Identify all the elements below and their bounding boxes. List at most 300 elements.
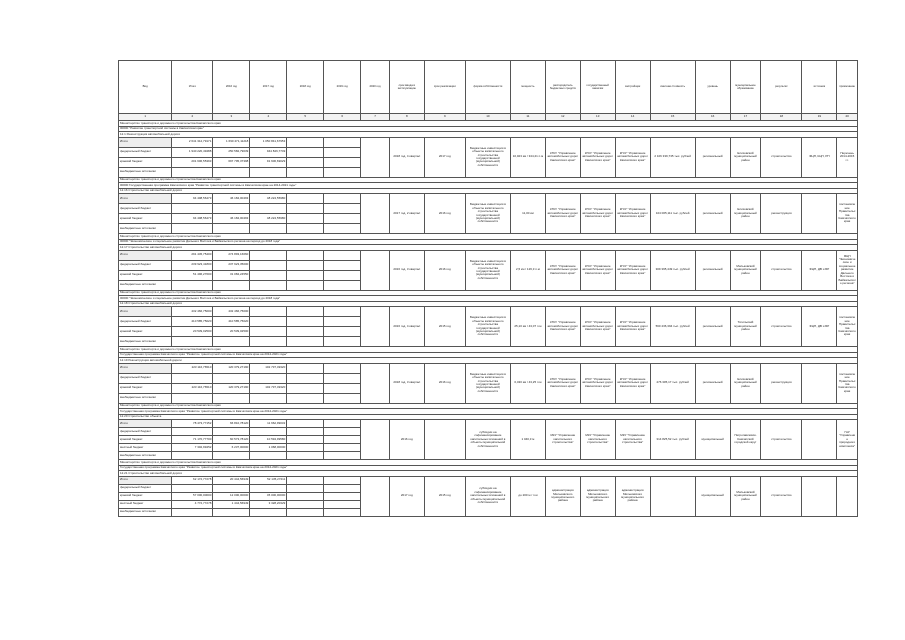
object-title: 12.18 Строительство автомобильной дороги <box>119 301 858 307</box>
budget-manager: КГКУ "Управление автомобильных дорог Камчатского края" <box>545 250 580 290</box>
builder: МКУ "Управление капитального строительства" <box>615 420 650 460</box>
header-cell: Итого <box>172 61 213 114</box>
finance-total: 20 539,02500 <box>172 327 213 337</box>
builder: КГКУ "Управление автомобильных дорог Камчатского края" <box>615 307 650 347</box>
source: ФЦП, КЦП, РП <box>802 137 837 177</box>
finance-2017: 91 606,69029 <box>250 157 287 167</box>
finance-2018 <box>287 250 324 260</box>
municipality: Мильковский муниципальный район <box>730 250 761 290</box>
object-title: 12.19 Реконструкция автомобильной дороги <box>119 358 858 364</box>
capacity: 10,023 км / 344,21 п.м <box>510 137 545 177</box>
source: ФЦП, ДВ и БР <box>802 307 837 347</box>
finance-2016 <box>213 224 250 234</box>
capacity: до 200 м / п.м <box>510 476 545 516</box>
commission-date: 2018 год, 3 квартал <box>389 363 424 403</box>
finance-kind: Итого <box>119 194 172 204</box>
state-customer: КГКУ "Управление автомобильных дорог Камчатского края" <box>580 137 615 177</box>
source: ФЦП, ДВ и БР <box>802 250 837 290</box>
source <box>802 420 837 460</box>
header-cell: срок реализации <box>424 61 465 114</box>
finance-2019 <box>324 157 361 167</box>
finance-kind: краевой бюджет <box>119 383 172 393</box>
finance-2016 <box>213 393 250 403</box>
column-number-cell: 11 <box>510 114 545 121</box>
level: региональный <box>695 250 730 290</box>
estimated-cost: 309 395,449 тыс. рублей <box>650 250 695 290</box>
finance-kind: краевой бюджет <box>119 327 172 337</box>
finance-total: 291 445,75400 <box>172 250 213 260</box>
finance-2018 <box>287 214 324 224</box>
municipality: Петропавловск-Камчатский городской округ <box>730 420 761 460</box>
finance-kind: внебюджетные источники <box>119 167 172 177</box>
finance-2017: 45 000,00000 <box>250 492 287 500</box>
header-cell: сметная стоимость <box>650 61 695 114</box>
finance-2019 <box>324 224 361 234</box>
state-customer: КГКУ "Управление автомобильных дорог Камчатского края" <box>580 363 615 403</box>
finance-2019 <box>324 420 361 428</box>
finance-total: 7 302,99452 <box>172 444 213 452</box>
column-number-cell: 16 <box>695 114 730 121</box>
estimated-cost <box>650 476 695 516</box>
period: 2015 год <box>424 307 465 347</box>
finance-2019 <box>324 383 361 393</box>
object-title: 12.17 Строительство автомобильной дороги <box>119 245 858 251</box>
finance-total <box>172 167 213 177</box>
finance-2019 <box>324 194 361 204</box>
column-number-cell: 1 <box>119 114 172 121</box>
finance-row <box>119 194 858 204</box>
finance-2018 <box>287 194 324 204</box>
state-customer: КГКУ "Управление автомобильных дорог Камчатского края" <box>580 307 615 347</box>
header-cell: 2020 год <box>361 61 390 114</box>
state-customer: администрация Мильковского муниципального района <box>580 476 615 516</box>
state-customer: МКУ "Управление капитального строительства" <box>580 420 615 460</box>
finance-2019 <box>324 484 361 492</box>
finance-2016: 250 582,79039 <box>213 147 250 157</box>
finance-2017: 48 224,55980 <box>250 214 287 224</box>
finance-2018 <box>287 317 324 327</box>
finance-kind: внебюджетные источники <box>119 224 172 234</box>
finance-2018 <box>287 500 324 508</box>
budget-manager: КГКУ "Управление автомобильных дорог Камчатского края" <box>545 363 580 403</box>
budget-manager: КГКУ "Управление автомобильных дорог Камчатского края" <box>545 137 580 177</box>
program-title: Государственная программа Камчатского края "Развитие транспортной системы в Камчатском крае на 2014-2021 годы" <box>119 465 858 471</box>
finance-total <box>172 484 213 492</box>
finance-2017 <box>250 393 287 403</box>
column-number-cell: 12 <box>545 114 580 121</box>
period: 2016 год <box>424 250 465 290</box>
finance-row <box>119 363 858 373</box>
finance-2018 <box>287 363 324 373</box>
finance-kind: федеральный бюджет <box>119 204 172 214</box>
finance-2016: 66 810,78120 <box>213 420 250 428</box>
header-cell: источник <box>802 61 837 114</box>
column-number-cell: 14 <box>615 114 650 121</box>
finance-2017 <box>250 204 287 214</box>
finance-total <box>172 452 213 460</box>
builder: администрация Мильковского муниципального района <box>615 476 650 516</box>
finance-2019 <box>324 492 361 500</box>
finance-total: 51 496,27600 <box>172 270 213 280</box>
finance-2017: 102 737,49320 <box>250 383 287 393</box>
state-customer: КГКУ "Управление автомобильных дорог Камчатского края" <box>580 250 615 290</box>
estimated-cost: 314 825,52 тыс. рублей <box>650 420 695 460</box>
finance-2017: 10 594,99580 <box>250 436 287 444</box>
finance-2016: 120 379,27190 <box>213 363 250 373</box>
period: 2015 год <box>424 476 465 516</box>
finance-total <box>172 428 213 436</box>
finance-2018 <box>287 383 324 393</box>
finance-2019 <box>324 500 361 508</box>
object-title: 12.16 Строительство автомобильной дороги <box>119 188 858 194</box>
finance-kind: местный бюджет <box>119 444 172 452</box>
header-row <box>119 61 858 114</box>
header-cell: 2017 год <box>250 61 287 114</box>
column-number-cell: 3 <box>213 114 250 121</box>
header-cell: распорядитель бюджетных средств <box>545 61 580 114</box>
finance-kind: федеральный бюджет <box>119 428 172 436</box>
program-title: 00000 "Экономическое и социальное развитие Дальнего Востока и Байкальского региона на период до 2018 года" <box>119 239 858 245</box>
estimated-cost: 104 005,111 тыс. рублей <box>650 194 695 234</box>
finance-2017: 48 224,55980 <box>250 194 287 204</box>
finance-2018 <box>287 476 324 484</box>
finance-total <box>172 280 213 290</box>
finance-total: 410 585,75020 <box>172 317 213 327</box>
ownership-form: Бюджетные инвестиции в объекты капитального строительства государственной (муниципальной) собственности <box>465 137 510 177</box>
period: 2016 год <box>424 363 465 403</box>
municipality: Елизовский муниципальный район <box>730 363 761 403</box>
program-title: 00000 "Развитие транспортной системы в Камчатском крае" <box>119 126 858 132</box>
finance-2016 <box>213 508 250 516</box>
builder: КГКУ "Управление автомобильных дорог Камчатского края" <box>615 137 650 177</box>
finance-2016: 46 184,00493 <box>213 194 250 204</box>
finance-2016: 6 237,00000 <box>213 444 250 452</box>
finance-2016: 410 585,75020 <box>213 317 250 327</box>
header-cell: 2016 год <box>213 61 250 114</box>
object-title: 12.20 Строительство объекта <box>119 414 858 420</box>
section-title: Министерство транспорта и дорожного строительства Камчатского края <box>119 290 858 296</box>
program-title: Государственная программа Камчатского края "Развитие транспортной системы в Камчатском крае на 2014-2021 годы" <box>119 352 858 358</box>
level: региональный <box>695 307 730 347</box>
finance-kind: Итого <box>119 363 172 373</box>
municipality: Мильковский муниципальный район <box>730 476 761 516</box>
finance-2016 <box>213 337 250 347</box>
finance-2016: 46 184,00493 <box>213 214 250 224</box>
finance-2018 <box>287 167 324 177</box>
finance-2019 <box>324 280 361 290</box>
note: постановление Правительства Камчатского края <box>837 194 858 234</box>
finance-kind: краевой бюджет <box>119 436 172 444</box>
finance-2019 <box>324 436 361 444</box>
source <box>802 476 837 516</box>
finance-2016 <box>213 280 250 290</box>
finance-total: 223 116,76510 <box>172 363 213 373</box>
header-cell: государственный заказчик <box>580 61 615 114</box>
note: Перечень 2014-2015 г.г. <box>837 137 858 177</box>
finance-2019 <box>324 327 361 337</box>
program-title: Государственная программа Камчатского края "Развитие транспортной системы в Камчатском крае на 2014-2021 годы" <box>119 409 858 415</box>
level: муниципальный <box>695 420 730 460</box>
column-number-cell: 2 <box>172 114 213 121</box>
finance-kind: краевой бюджет <box>119 492 172 500</box>
commission-date: 2018 год, 4 квартал <box>389 137 424 177</box>
finance-2016: 12 000,00000 <box>213 492 250 500</box>
finance-2019 <box>324 214 361 224</box>
finance-2019 <box>324 393 361 403</box>
finance-row <box>119 476 858 484</box>
result: реконструкция <box>761 363 802 403</box>
column-number-cell: 8 <box>389 114 424 121</box>
finance-total <box>172 508 213 516</box>
finance-2017 <box>250 327 287 337</box>
estimated-cost: 476 305,17 тыс. рублей <box>650 363 695 403</box>
section-title: Министерство транспорта и дорожного строительства Камчатского края <box>119 177 858 183</box>
finance-2019 <box>324 337 361 347</box>
note: ГАУ "Управление природного комплекса" <box>837 420 858 460</box>
result: строительство <box>761 307 802 347</box>
finance-2019 <box>324 147 361 157</box>
finance-2019 <box>324 476 361 484</box>
finance-2017 <box>250 428 287 436</box>
finance-2018 <box>287 444 324 452</box>
finance-2016: 60 573,78120 <box>213 436 250 444</box>
finance-total: 62 172,77278 <box>172 476 213 484</box>
finance-2018 <box>287 508 324 516</box>
finance-kind: краевой бюджет <box>119 157 172 167</box>
finance-kind: федеральный бюджет <box>119 317 172 327</box>
finance-2016 <box>213 452 250 460</box>
finance-kind: федеральный бюджет <box>119 147 172 157</box>
capacity: 11,00 км <box>510 194 545 234</box>
level: региональный <box>695 137 730 177</box>
finance-row <box>119 137 858 147</box>
finance-total <box>172 373 213 383</box>
header-cell: уровень <box>695 61 730 114</box>
finance-2016: 697 795,37398 <box>213 157 250 167</box>
source <box>802 194 837 234</box>
estimated-cost: 2 106 339,735 тыс. рублей <box>650 137 695 177</box>
commission-date: 2016 год, 4 квартал <box>389 307 424 347</box>
finance-2020 <box>361 307 390 347</box>
finance-kind: внебюджетные источники <box>119 393 172 403</box>
finance-2020 <box>361 420 390 460</box>
finance-kind: Итого <box>119 420 172 428</box>
finance-kind: внебюджетные источники <box>119 508 172 516</box>
finance-2019 <box>324 373 361 383</box>
column-number-cell: 10 <box>465 114 510 121</box>
finance-2020 <box>361 250 390 290</box>
header-cell: 2019 год <box>324 61 361 114</box>
column-number-cell: 20 <box>837 114 858 121</box>
investment-table <box>118 60 858 517</box>
finance-2016 <box>213 167 250 177</box>
finance-2018 <box>287 337 324 347</box>
ownership-form: Бюджетные инвестиции в объекты капитального строительства государственной (муниципальной) собственности <box>465 194 510 234</box>
column-number-row <box>119 114 858 121</box>
finance-2019 <box>324 363 361 373</box>
spreadsheet <box>118 60 858 607</box>
finance-2018 <box>287 280 324 290</box>
finance-2017 <box>250 270 287 280</box>
finance-kind: Итого <box>119 137 172 147</box>
finance-2019 <box>324 444 361 452</box>
finance-2018 <box>287 307 324 317</box>
header-cell: Вид <box>119 61 172 114</box>
finance-2017 <box>250 452 287 460</box>
ownership-form: Бюджетные инвестиции в объекты капитального строительства государственной (муниципальной) собственности <box>465 250 510 290</box>
finance-2016: 237 923,35000 <box>213 260 250 270</box>
source <box>802 363 837 403</box>
section-title: Министерство транспорта и дорожного строительства Камчатского края <box>119 403 858 409</box>
finance-2017: 52 135,27211 <box>250 476 287 484</box>
finance-2020 <box>361 194 390 234</box>
column-number-cell: 15 <box>650 114 695 121</box>
period: 2017 год <box>424 137 465 177</box>
finance-2020 <box>361 137 390 177</box>
finance-row <box>119 420 858 428</box>
section-title: Министерство транспорта и дорожного строительства Камчатского края <box>119 347 858 353</box>
finance-row <box>119 307 858 317</box>
commission-date: 2016 год <box>389 420 424 460</box>
finance-kind: краевой бюджет <box>119 214 172 224</box>
level: региональный <box>695 363 730 403</box>
finance-2018 <box>287 270 324 280</box>
result: строительство <box>761 137 802 177</box>
municipality: Елизовский муниципальный район <box>730 194 761 234</box>
finance-2018 <box>287 260 324 270</box>
finance-2018 <box>287 224 324 234</box>
builder: КГКУ "Управление автомобильных дорог Камчатского края" <box>615 194 650 234</box>
header-cell: срок ввода в эксплуатацию <box>389 61 424 114</box>
finance-kind: внебюджетные источники <box>119 280 172 290</box>
finance-2016: 31 084,24550 <box>213 270 250 280</box>
finance-2019 <box>324 317 361 327</box>
finance-2017 <box>250 280 287 290</box>
finance-2017 <box>250 224 287 234</box>
object-title: 12.1 Реконструкция автомобильной дороги <box>119 132 858 138</box>
finance-2018 <box>287 484 324 492</box>
column-number-cell: 4 <box>250 114 287 121</box>
note <box>837 476 858 516</box>
ownership-form: Бюджетные инвестиции в объекты капитального строительства государственной (муниципальной) собственности <box>465 363 510 403</box>
finance-2017 <box>250 167 287 177</box>
finance-2016 <box>213 373 250 383</box>
estimated-cost: 560 436,394 тыс. рублей <box>650 307 695 347</box>
finance-total: 71 170,77700 <box>172 436 213 444</box>
budget-manager: администрация Мильковского муниципального района <box>545 476 580 516</box>
finance-total: 4 772,77278 <box>172 500 213 508</box>
finance-2018 <box>287 204 324 214</box>
result: строительство <box>761 476 802 516</box>
finance-total: 94 408,56473 <box>172 214 213 224</box>
finance-2019 <box>324 508 361 516</box>
state-customer: КГКУ "Управление автомобильных дорог Камчатского края" <box>580 194 615 234</box>
period <box>424 420 465 460</box>
finance-2017 <box>250 250 287 260</box>
finance-2017: 1 068,00000 <box>250 444 287 452</box>
finance-2018 <box>287 157 324 167</box>
budget-manager: КГКУ "Управление автомобильных дорог Камчатского края" <box>545 307 580 347</box>
finance-kind: местный бюджет <box>119 500 172 508</box>
finance-2016: 1 690 471,11218 <box>213 137 250 147</box>
header-cell: застройщик <box>615 61 650 114</box>
section-title: Министерство транспорта и дорожного строительства Камчатского края <box>119 121 858 127</box>
municipality: Елизовский муниципальный район <box>730 137 761 177</box>
finance-2016 <box>213 204 250 214</box>
finance-2017 <box>250 508 287 516</box>
note: постановление Правительства Камчатского края <box>837 307 858 347</box>
finance-kind: внебюджетные источники <box>119 337 172 347</box>
finance-2020 <box>361 476 390 516</box>
finance-2017: 1 050 841,67953 <box>250 137 287 147</box>
finance-2019 <box>324 428 361 436</box>
finance-2016: 20 539,02500 <box>213 327 250 337</box>
finance-2020 <box>361 363 390 403</box>
capacity: 0,430 км / 43,25 п.м <box>510 363 545 403</box>
finance-2017 <box>250 337 287 347</box>
finance-2018 <box>287 137 324 147</box>
finance-2019 <box>324 270 361 280</box>
capacity: 25,10 км / 43,07 п.м <box>510 307 545 347</box>
finance-2019 <box>324 452 361 460</box>
finance-2017 <box>250 307 287 317</box>
capacity: 1 040,3 м <box>510 420 545 460</box>
note: постановление Правительства Камчатского края <box>837 363 858 403</box>
finance-2017: 102 737,49320 <box>250 363 287 373</box>
commission-date: 2017 год, 2 квартал <box>389 194 424 234</box>
column-number-cell: 13 <box>580 114 615 121</box>
result: строительство <box>761 250 802 290</box>
finance-kind: Итого <box>119 476 172 484</box>
finance-kind: федеральный бюджет <box>119 260 172 270</box>
header-cell: примечание <box>837 61 858 114</box>
finance-2018 <box>287 373 324 383</box>
finance-2017 <box>250 260 287 270</box>
header-cell: 2018 год <box>287 61 324 114</box>
finance-2016: 432 466,75000 <box>213 307 250 317</box>
column-number-cell: 18 <box>761 114 802 121</box>
finance-total: 2 641 312,79171 <box>172 137 213 147</box>
finance-kind: внебюджетные источники <box>119 452 172 460</box>
section-title: Министерство транспорта и дорожного строительства Камчатского края <box>119 460 858 466</box>
builder: КГКУ "Управление автомобильных дорог Камчатского края" <box>615 250 650 290</box>
finance-2019 <box>324 250 361 260</box>
finance-2019 <box>324 307 361 317</box>
finance-2016 <box>213 484 250 492</box>
finance-2016 <box>213 428 250 436</box>
column-number-cell: 19 <box>802 114 837 121</box>
finance-2019 <box>324 167 361 177</box>
level: муниципальный <box>695 476 730 516</box>
budget-manager: МКУ "Управление капитального строительства" <box>545 420 580 460</box>
finance-2018 <box>287 147 324 157</box>
municipality: Тигильский муниципальный район <box>730 307 761 347</box>
finance-total <box>172 224 213 234</box>
finance-2017: 944 846,7749 <box>250 147 287 157</box>
finance-2017: 11 662,99032 <box>250 420 287 428</box>
program-title: 00000 "Экономическое и социальное развитие Дальнего Востока и Байкальского региона на период до 2018 года" <box>119 296 858 302</box>
header-cell: муниципальное образование <box>730 61 761 114</box>
column-number-cell: 9 <box>424 114 465 121</box>
column-number-cell: 6 <box>324 114 361 121</box>
finance-2018 <box>287 327 324 337</box>
header-cell: форма собственности <box>465 61 510 114</box>
finance-kind: Итого <box>119 250 172 260</box>
finance-total: 432 466,75000 <box>172 307 213 317</box>
ownership-form: Бюджетные инвестиции в объекты капитального строительства государственной (муниципальной) собственности <box>465 307 510 347</box>
finance-kind: Итого <box>119 307 172 317</box>
finance-kind: федеральный бюджет <box>119 373 172 383</box>
